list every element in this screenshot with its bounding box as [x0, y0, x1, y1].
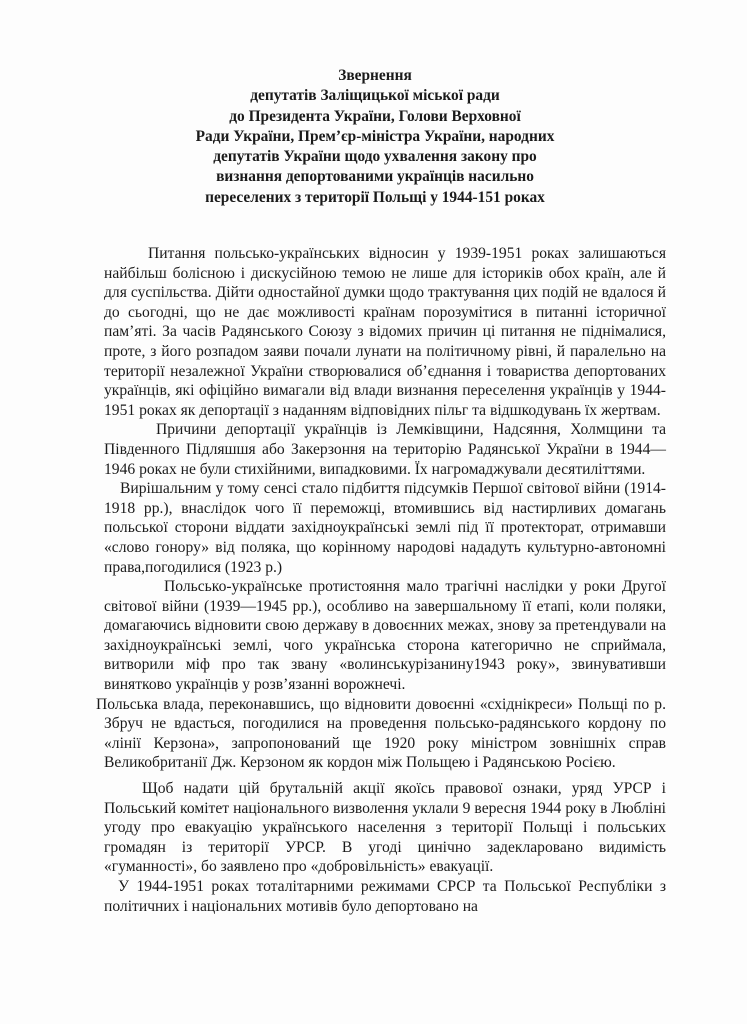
title-line: Ради України, Прем’єр-міністра України, народних	[195, 127, 555, 145]
paragraph: Щоб надати цій брутальній акції якоїсь правової ознаки, уряд УРСР і Польський комітет національного визволення уклали 9 вересня 1944 року в Любліні угоду про евакуацію українського населення з території Польщі і польських громадян із території УРСР. В угоді цинічно задекларовано видимість «гуманності», бо заявлено про «добровільність» евакуації.	[104, 780, 666, 876]
paragraph: Питання польсько-українських відносин у 1939-1951 роках залишаються найбільш болісною і дискусійною темою не лише для істориків обох країн, але й для суспільства. Дійти одностайної думки щодо трактування цих подій не вдалося й до сьогодні, що не дає можливості країнам порозумітися в питанні історичної пам’яті. За часів Радянського Союзу з відомих причин ці питання не піднімалися, проте, з його розпадом заяви почали лунати на політичному рівні, й паралельно на території незалежної України створювалися об’єднання і товариства депортованих українців, які офіційно вимагали від влади визнання переселення українців у 1944-1951 роках як депортації з наданням відповідних пільг та відшкодувань їх жертвам.	[104, 245, 666, 419]
document-title	[150, 66, 600, 208]
paragraph: Причини депортації українців із Лемківщини, Надсяння, Холмщини та Південного Підляшшя або Закерзоння на територію Радянської України в 1944—1946 роках не були стихійними, випадковими. Їх нагромаджували десятиліттями.	[104, 421, 666, 478]
paragraph: Вирішальним у тому сенсі стало підбиття підсумків Першої світової війни (1914-1918 рр.), внаслідок чого її переможці, втомившись від настирливих домагань польської сторони віддати західноукраїнські землі під її протекторат, отримавши «слово гонору» від поляка, що корінному народові нададуть культурно-автономні права,погодилися (1923 р.)	[104, 480, 666, 576]
document-body	[96, 244, 666, 916]
title-line: депутатів України щодо ухвалення закону про	[213, 148, 537, 166]
title-line: переселених з території Польщі у 1944-151 роках	[205, 188, 545, 206]
paragraph: Польська влада, переконавшись, що відновити довоєнні «східнікреси» Польщі по р. Збруч не вдасться, погодилися на проведення польсько-радянського кордону по «лінії Керзона», запропонований ще 1920 року міністром зовнішніх справ Великобританії Дж. Керзоном як кордон між Польщею і Радянською Росією.	[96, 695, 666, 772]
title-line: депутатів Заліщицької міської ради	[250, 87, 500, 105]
paragraph: У 1944-1951 роках тоталітарними режимами СРСР та Польської Республіки з політичних і національних мотивів було депортовано на	[104, 878, 666, 915]
paragraph: Польсько-українське протистояння мало трагічні наслідки у роки Другої світової війни (1939—1945 рр.), особливо на завершальному її етапі, коли поляки, домагаючись відновити свою державу в довоєнних межах, знову за претендували на західноукраїнські землі, чого українська сторона категорично не сприймала, витворили міф про так звану «волинськурізанину1943 року», звинувативши винятково українців у розв’язанні ворожнечі.	[104, 578, 666, 694]
title-line: Звернення	[338, 67, 412, 84]
title-line: визнання депортованими українців насильно	[216, 168, 534, 186]
title-line: до Президента України, Голови Верховної	[229, 107, 521, 125]
